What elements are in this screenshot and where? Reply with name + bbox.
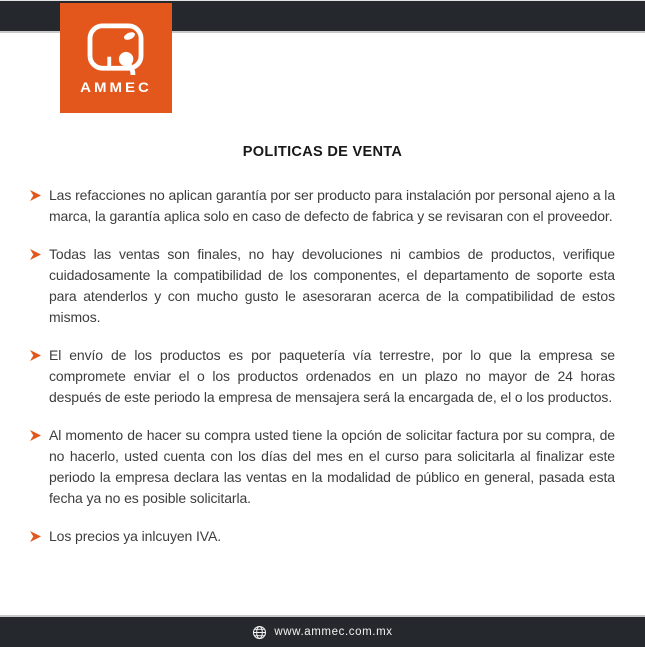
elephant-icon — [87, 23, 145, 75]
policies-document — [0, 143, 645, 547]
brand-logo — [60, 3, 172, 113]
policy-text: Al momento de hacer su compra usted tiene la opción de solicitar factura por su compra, de no hacerlo, usted cuenta con los días del mes en el curso para solicitarla al finalizar este periodo la empresa declara las ventas en la modalidad de público en general, pasada esta fecha ya no es posible solicitarla. — [49, 427, 615, 506]
footer-bar — [0, 615, 645, 647]
chevron-bullet-icon — [30, 190, 41, 201]
policy-item — [30, 526, 615, 547]
website-link[interactable]: www.ammec.com.mx — [274, 626, 393, 638]
policy-item — [30, 244, 615, 328]
header-bar — [0, 0, 645, 96]
policy-text: Todas las ventas son finales, no hay devoluciones ni cambios de productos, verifique cuidadosamente la compatibilidad de los componentes, el departamento de soporte esta para atenderlos y con mucho gusto le asesoraran acerca de la compatibilidad de estos mismos. — [49, 246, 615, 325]
policy-text: El envío de los productos es por paquetería vía terrestre, por lo que la empresa se compromete enviar el o los productos ordenados en un plazo no mayor de 24 horas después de este periodo la empresa de mensajera será la encargada de, el o los productos. — [49, 347, 615, 405]
chevron-bullet-icon — [30, 430, 41, 441]
page-title: POLITICAS DE VENTA — [242, 143, 403, 160]
globe-icon — [252, 625, 267, 640]
policies-list — [30, 185, 615, 547]
brand-wordmark: AMMEC — [80, 78, 152, 96]
policy-item — [30, 345, 615, 408]
chevron-bullet-icon — [30, 249, 41, 260]
chevron-bullet-icon — [30, 531, 41, 542]
policy-item — [30, 425, 615, 509]
chevron-bullet-icon — [30, 350, 41, 361]
policy-item — [30, 185, 615, 227]
policy-text: Los precios ya inlcuyen IVA. — [49, 528, 222, 544]
policy-text: Las refacciones no aplican garantía por ser producto para instalación por personal ajeno a la marca, la garantía aplica solo en caso de defecto de fabrica y se revisaran con el proveedor. — [49, 187, 615, 224]
